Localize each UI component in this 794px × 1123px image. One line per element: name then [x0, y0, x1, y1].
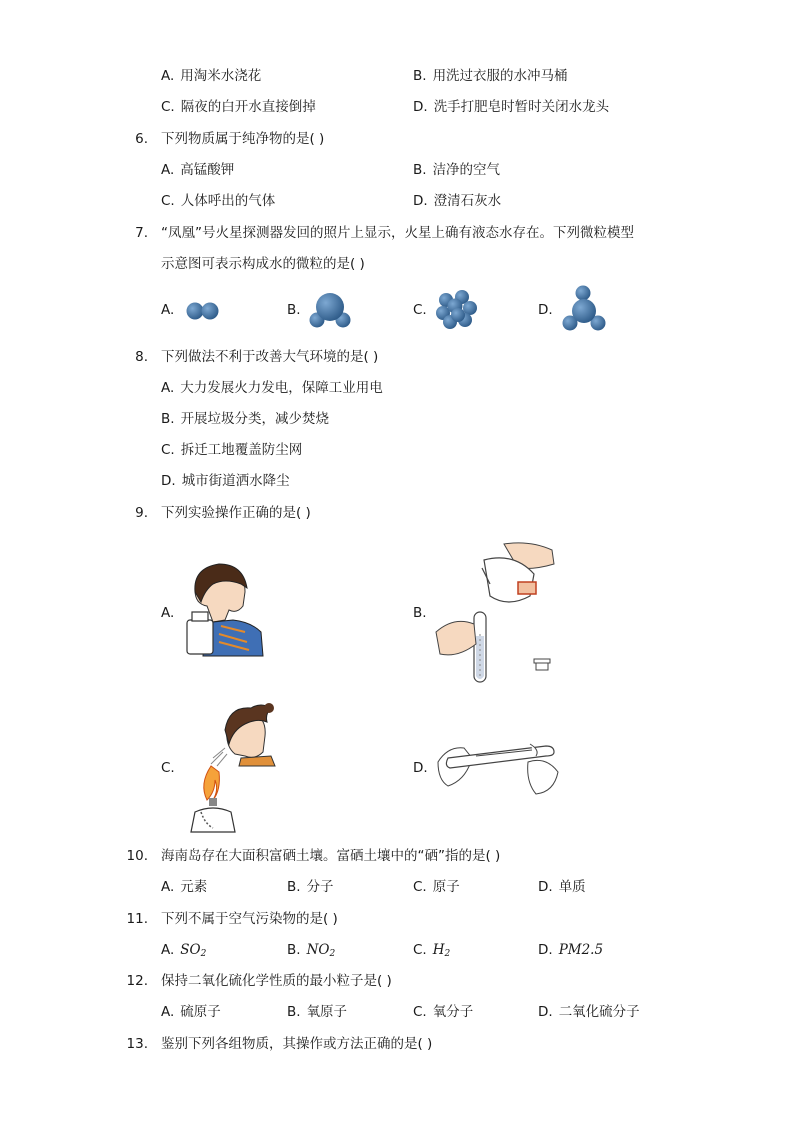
q9-option-a[interactable]: A. [161, 605, 175, 621]
question-stem: 下列做法不利于改善大气环境的是( ) [161, 349, 379, 365]
question-stem-line1: “凤凰”号火星探测器发回的照片上显示，火星上确有液态水存在。下列微粒模型 [161, 225, 634, 241]
q8-option-a[interactable]: A. 大力发展火力发电，保障工业用电 [161, 380, 383, 396]
q9-option-c[interactable]: C. [161, 760, 175, 776]
q7-option-d[interactable]: D. [538, 302, 553, 318]
question-number: 13. [126, 1036, 148, 1052]
q5-option-c[interactable]: C. 隔夜的白开水直接倒掉 [161, 99, 316, 115]
question-stem: 下列物质属于纯净物的是( ) [161, 131, 325, 147]
smelling-gas-illustration-icon [185, 562, 265, 656]
sphere-cluster-icon [436, 288, 478, 332]
q9-option-b[interactable]: B. [413, 605, 427, 621]
q11-option-d[interactable]: D. PM2.5 [538, 942, 604, 958]
q5-option-a[interactable]: A. 用淘米水浇花 [161, 68, 262, 84]
question-number: 8. [135, 349, 148, 365]
question-stem: 下列实验操作正确的是( ) [161, 505, 311, 521]
q11-option-c[interactable]: C. $H_2$ [413, 942, 451, 959]
q10-option-d[interactable]: D. 单质 [538, 879, 586, 895]
q11-option-b[interactable]: B. $NO_2$ [287, 942, 336, 959]
q8-option-b[interactable]: B. 开展垃圾分类，减少焚烧 [161, 411, 330, 427]
question-number: 7. [135, 225, 148, 241]
question-stem-line2: 示意图可表示构成水的微粒的是( ) [161, 256, 365, 272]
q6-option-b[interactable]: B. 洁净的空气 [413, 162, 501, 178]
question-stem: 鉴别下列各组物质，其操作或方法正确的是( ) [161, 1036, 433, 1052]
question-number: 10. [126, 848, 148, 864]
q12-option-c[interactable]: C. 氧分子 [413, 1004, 474, 1020]
pouring-liquid-illustration-icon [434, 540, 558, 686]
q6-option-d[interactable]: D. 澄清石灰水 [413, 193, 502, 209]
q5-option-b[interactable]: B. 用洗过衣服的水冲马桶 [413, 68, 568, 84]
q5-option-d[interactable]: D. 洗手打肥皂时暂时关闭水龙头 [413, 99, 610, 115]
question-number: 11. [126, 911, 148, 927]
q6-option-c[interactable]: C. 人体呼出的气体 [161, 193, 276, 209]
q12-option-d[interactable]: D. 二氧化硫分子 [538, 1004, 640, 1020]
four-sphere-molecule-icon [562, 283, 608, 335]
q12-option-b[interactable]: B. 氧原子 [287, 1004, 348, 1020]
q8-option-d[interactable]: D. 城市街道洒水降尘 [161, 473, 290, 489]
q9-option-d[interactable]: D. [413, 760, 428, 776]
question-stem: 下列不属于空气污染物的是( ) [161, 911, 338, 927]
two-sphere-molecule-icon [186, 298, 222, 324]
q10-option-b[interactable]: B. 分子 [287, 879, 334, 895]
q10-option-a[interactable]: A. 元素 [161, 879, 208, 895]
question-number: 6. [135, 131, 148, 147]
dropper-in-test-tube-illustration-icon [436, 736, 560, 798]
question-number: 12. [126, 973, 148, 989]
question-stem: 保持二氧化硫化学性质的最小粒子是( ) [161, 973, 392, 989]
question-number: 9. [135, 505, 148, 521]
blowing-out-alcohol-lamp-illustration-icon [185, 700, 277, 836]
q12-option-a[interactable]: A. 硫原子 [161, 1004, 221, 1020]
q7-option-a[interactable]: A. [161, 302, 175, 318]
q7-option-b[interactable]: B. [287, 302, 301, 318]
q7-option-c[interactable]: C. [413, 302, 427, 318]
q10-option-c[interactable]: C. 原子 [413, 879, 460, 895]
q6-option-a[interactable]: A. 高锰酸钾 [161, 162, 235, 178]
three-sphere-bent-molecule-icon [309, 290, 355, 330]
q8-option-c[interactable]: C. 拆迁工地覆盖防尘网 [161, 442, 303, 458]
question-stem: 海南岛存在大面积富硒土壤。富硒土壤中的“硒”指的是( ) [161, 848, 501, 864]
q11-option-a[interactable]: A. $SO_2$ [161, 942, 207, 959]
